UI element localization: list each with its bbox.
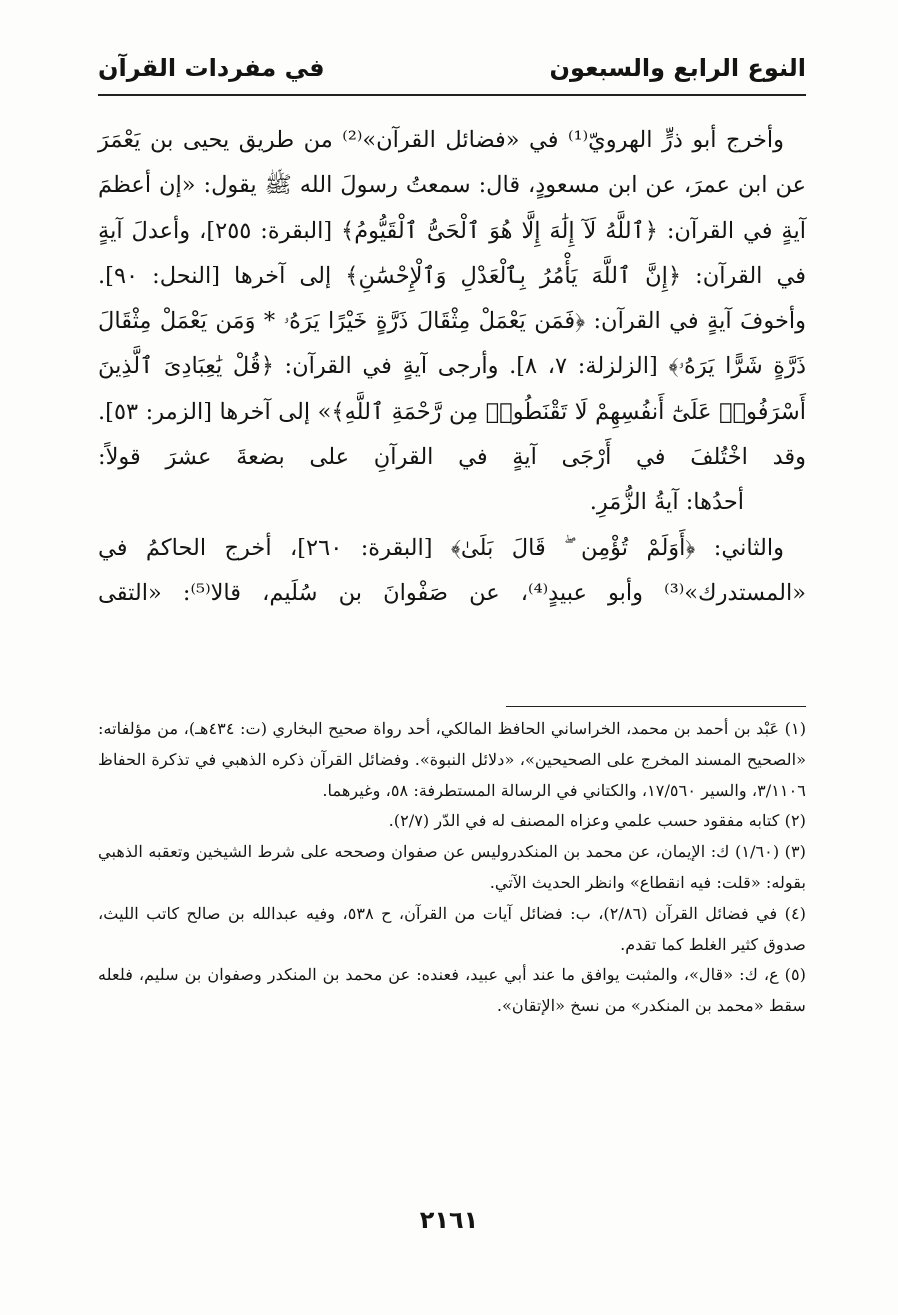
footnote-rule — [506, 706, 806, 707]
chapter-title: النوع الرابع والسبعون — [549, 54, 806, 82]
footnote-1: (١) عَبْد بن أحمد بن محمد، الخراساني الحافظ المالكي، أحد رواة صحيح البخاري (ت: ٤٣٤هـ)، من مؤلفاته: «الصحيح المسند المخرج على الصحيحين»، «دلائل النبوة». وفضائل القرآن ذكره الذهبي في تذكرة الحفاظ ٣/١١٠٦، والسير ١٧/٥٦٠، والكتاني في الرسالة المستطرفة: ٥٨، وغيرهما. — [98, 719, 807, 800]
book-title: في مفردات القرآن — [98, 54, 325, 82]
page-number: ٢١٦١ — [419, 1206, 479, 1234]
footnote-2: (٢) كتابه مفقود حسب علمي وعزاه المصنف له في الدّر (٢/٧). — [388, 811, 806, 831]
footnote-3: (٣) (١/٦٠) ك: الإيمان، عن محمد بن المنكدروليس عن صفوان وصححه على شرط الشيخين وتعقبه الذهبي بقوله: «قلت: فيه انقطاع» وانظر الحديث الآتي. — [98, 842, 806, 892]
paragraph-3: والثاني: ﴿أَوَلَمْ تُؤْمِن ۖ قَالَ بَلَىٰ﴾ [البقرة: ٢٦٠]، أخرج الحاكمُ في «المستدرك»⁽³⁾ وأبو عبيدٍ⁽⁴⁾، عن صَفْوانَ بن سُلَيم، قالا⁽⁵⁾: «التقى — [98, 534, 806, 606]
footnotes — [98, 714, 806, 1022]
footnote-5: (٥) ع، ك: «قال»، والمثبت يوافق ما عند أبي عبيد، فعنده: عن محمد بن المنكدر وصفوان بن سليم، فلعله سقط «محمد بن المنكدر» من نسخ «الإتقان». — [98, 965, 806, 1016]
main-text — [98, 118, 806, 616]
running-header — [98, 48, 806, 92]
header-rule — [98, 94, 806, 96]
footnote-4: (٤) في فضائل القرآن (٢/٨٦)، ب: فضائل آيات من القرآن، ح ٥٣٨، وفيه عبدالله بن صالح كاتب الليث، صدوق كثير الغلط كما تقدم. — [98, 903, 806, 954]
paragraph-1: وأخرج أبو ذرٍّ الهرويّ⁽¹⁾ في «فضائل القرآن»⁽²⁾ من طريق يحيى بن يَعْمَرَ عن ابن عمرَ، عن ابن مسعودٍ، قال: سمعتُ رسولَ الله ﷺ يقول: «إن أعظمَ آيةٍ في القرآن: ﴿ٱللَّهُ لَآ إِلَٰهَ إِلَّا هُوَ ٱلْحَىُّ ٱلْقَيُّومُ﴾ [البقرة: ٢٥٥]، وأعدلَ آيةٍ في القرآن: ﴿إِنَّ ٱللَّهَ يَأْمُرُ بِٱلْعَدْلِ وَٱلْإِحْسَٰنِ﴾ إلى آخرها [النحل: ٩٠]. وأخوفَ آيةٍ في القرآن: ﴿فَمَن يَعْمَلْ مِثْقَالَ ذَرَّةٍ خَيْرًا يَرَهُۥ * وَمَن يَعْمَلْ مِثْقَالَ ذَرَّةٍ شَرًّا يَرَهُۥ﴾ [الزلزلة: ٧، ٨]. وأرجى آيةٍ في القرآن: ﴿قُلْ يَٰعِبَادِىَ ٱلَّذِينَ أَسْرَفُوا۟ عَلَىٰٓ أَنفُسِهِمْ لَا تَقْنَطُوا۟ مِن رَّحْمَةِ ٱللَّهِ﴾» إلى آخرها [الزمر: ٥٣]. وقد اخْتُلفَ في أَرْجَى آيةٍ في القرآنِ على بضعةَ عشرَ قولاً: — [98, 127, 806, 471]
paragraph-2: أحدُها: آيةُ الزُّمَرِ. — [589, 489, 744, 516]
